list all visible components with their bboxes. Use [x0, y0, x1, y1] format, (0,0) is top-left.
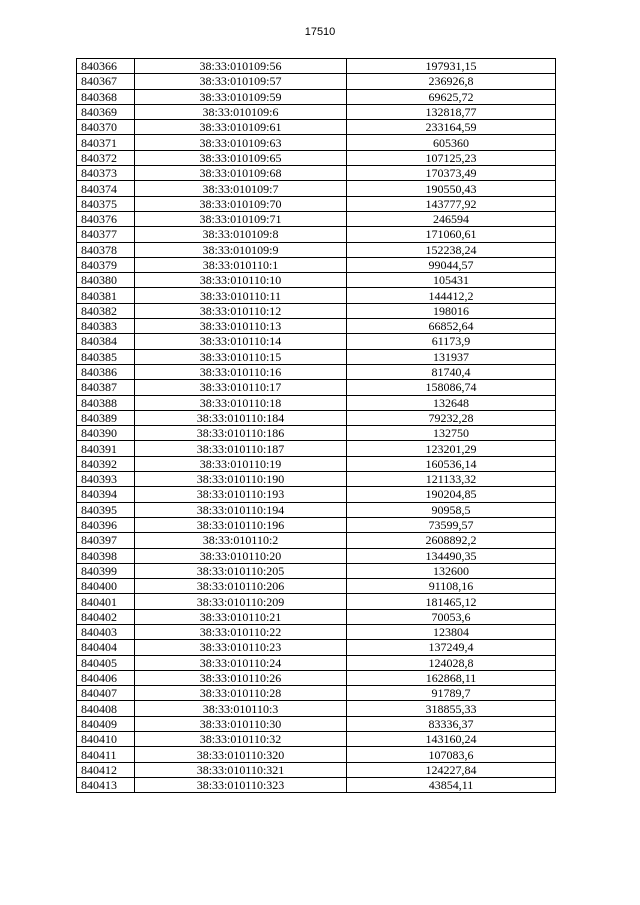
table-row: [77, 364, 556, 379]
cadastral-number-cell: 38:33:010110:30: [135, 716, 347, 731]
row-number-cell: 840412: [77, 762, 135, 777]
table-row: [77, 120, 556, 135]
table-row: [77, 594, 556, 609]
row-number-cell: 840389: [77, 410, 135, 425]
cadastral-number-cell: 38:33:010109:7: [135, 181, 347, 196]
value-cell: 124227,84: [347, 762, 556, 777]
row-number-cell: 840382: [77, 303, 135, 318]
table-row: [77, 104, 556, 119]
value-cell: 69625,72: [347, 89, 556, 104]
row-number-cell: 840391: [77, 441, 135, 456]
table-row: [77, 227, 556, 242]
value-cell: 132750: [347, 426, 556, 441]
row-number-cell: 840399: [77, 563, 135, 578]
row-number-cell: 840375: [77, 196, 135, 211]
table-row: [77, 380, 556, 395]
row-number-cell: 840387: [77, 380, 135, 395]
table-row: [77, 732, 556, 747]
cadastral-number-cell: 38:33:010110:18: [135, 395, 347, 410]
value-cell: 171060,61: [347, 227, 556, 242]
row-number-cell: 840400: [77, 579, 135, 594]
row-number-cell: 840398: [77, 548, 135, 563]
page-number: 17510: [304, 26, 336, 38]
table-row: [77, 533, 556, 548]
cadastral-number-cell: 38:33:010110:187: [135, 441, 347, 456]
value-cell: 91789,7: [347, 686, 556, 701]
row-number-cell: 840368: [77, 89, 135, 104]
row-number-cell: 840369: [77, 104, 135, 119]
table-row: [77, 426, 556, 441]
table-row: [77, 135, 556, 150]
cadastral-number-cell: 38:33:010110:196: [135, 517, 347, 532]
cadastral-number-cell: 38:33:010110:20: [135, 548, 347, 563]
table-row: [77, 319, 556, 334]
table-row: [77, 670, 556, 685]
table-row: [77, 196, 556, 211]
value-cell: 2608892,2: [347, 533, 556, 548]
table-row: [77, 89, 556, 104]
value-cell: 123804: [347, 624, 556, 639]
value-cell: 160536,14: [347, 456, 556, 471]
table-row: [77, 410, 556, 425]
cadastral-number-cell: 38:33:010110:186: [135, 426, 347, 441]
row-number-cell: 840395: [77, 502, 135, 517]
cadastral-number-cell: 38:33:010110:26: [135, 670, 347, 685]
value-cell: 605360: [347, 135, 556, 150]
value-cell: 236926,8: [347, 74, 556, 89]
cadastral-number-cell: 38:33:010110:19: [135, 456, 347, 471]
row-number-cell: 840394: [77, 487, 135, 502]
value-cell: 123201,29: [347, 441, 556, 456]
cadastral-number-cell: 38:33:010110:10: [135, 273, 347, 288]
row-number-cell: 840374: [77, 181, 135, 196]
row-number-cell: 840402: [77, 609, 135, 624]
cadastral-number-cell: 38:33:010110:323: [135, 777, 347, 792]
table-row: [77, 441, 556, 456]
cadastral-number-cell: 38:33:010110:193: [135, 487, 347, 502]
value-cell: 197931,15: [347, 59, 556, 74]
cadastral-number-cell: 38:33:010110:17: [135, 380, 347, 395]
cadastral-number-cell: 38:33:010110:12: [135, 303, 347, 318]
value-cell: 81740,4: [347, 364, 556, 379]
cadastral-number-cell: 38:33:010110:22: [135, 624, 347, 639]
cadastral-number-cell: 38:33:010110:2: [135, 533, 347, 548]
table-row: [77, 579, 556, 594]
row-number-cell: 840370: [77, 120, 135, 135]
row-number-cell: 840407: [77, 686, 135, 701]
cadastral-number-cell: 38:33:010110:28: [135, 686, 347, 701]
table-row: [77, 181, 556, 196]
row-number-cell: 840405: [77, 655, 135, 670]
row-number-cell: 840372: [77, 150, 135, 165]
row-number-cell: 840406: [77, 670, 135, 685]
table-row: [77, 517, 556, 532]
cadastral-number-cell: 38:33:010109:8: [135, 227, 347, 242]
table-row: [77, 686, 556, 701]
table-row: [77, 456, 556, 471]
row-number-cell: 840373: [77, 166, 135, 181]
row-number-cell: 840413: [77, 777, 135, 792]
row-number-cell: 840378: [77, 242, 135, 257]
cadastral-number-cell: 38:33:010109:56: [135, 59, 347, 74]
table-row: [77, 487, 556, 502]
row-number-cell: 840383: [77, 319, 135, 334]
cadastral-number-cell: 38:33:010110:16: [135, 364, 347, 379]
row-number-cell: 840388: [77, 395, 135, 410]
row-number-cell: 840371: [77, 135, 135, 150]
cadastral-number-cell: 38:33:010110:3: [135, 701, 347, 716]
cadastral-number-cell: 38:33:010110:24: [135, 655, 347, 670]
row-number-cell: 840380: [77, 273, 135, 288]
value-cell: 90958,5: [347, 502, 556, 517]
table-row: [77, 640, 556, 655]
cadastral-number-cell: 38:33:010109:68: [135, 166, 347, 181]
cadastral-number-cell: 38:33:010110:184: [135, 410, 347, 425]
row-number-cell: 840411: [77, 747, 135, 762]
table-row: [77, 242, 556, 257]
cadastral-values-table: [76, 58, 556, 793]
table-row: [77, 273, 556, 288]
value-cell: 91108,16: [347, 579, 556, 594]
value-cell: 79232,28: [347, 410, 556, 425]
row-number-cell: 840404: [77, 640, 135, 655]
cadastral-number-cell: 38:33:010109:59: [135, 89, 347, 104]
value-cell: 190550,43: [347, 181, 556, 196]
row-number-cell: 840376: [77, 211, 135, 226]
row-number-cell: 840386: [77, 364, 135, 379]
cadastral-number-cell: 38:33:010110:190: [135, 472, 347, 487]
table-row: [77, 334, 556, 349]
cadastral-number-cell: 38:33:010110:194: [135, 502, 347, 517]
value-cell: 107125,23: [347, 150, 556, 165]
value-cell: 181465,12: [347, 594, 556, 609]
value-cell: 137249,4: [347, 640, 556, 655]
row-number-cell: 840381: [77, 288, 135, 303]
cadastral-number-cell: 38:33:010110:11: [135, 288, 347, 303]
cadastral-number-cell: 38:33:010109:71: [135, 211, 347, 226]
value-cell: 198016: [347, 303, 556, 318]
table-row: [77, 762, 556, 777]
cadastral-number-cell: 38:33:010110:15: [135, 349, 347, 364]
value-cell: 233164,59: [347, 120, 556, 135]
row-number-cell: 840409: [77, 716, 135, 731]
row-number-cell: 840379: [77, 257, 135, 272]
table-row: [77, 257, 556, 272]
value-cell: 83336,37: [347, 716, 556, 731]
cadastral-number-cell: 38:33:010109:61: [135, 120, 347, 135]
table-row: [77, 472, 556, 487]
value-cell: 61173,9: [347, 334, 556, 349]
table-row: [77, 548, 556, 563]
cadastral-number-cell: 38:33:010110:23: [135, 640, 347, 655]
row-number-cell: 840392: [77, 456, 135, 471]
value-cell: 162868,11: [347, 670, 556, 685]
cadastral-number-cell: 38:33:010110:321: [135, 762, 347, 777]
table-body: [77, 59, 556, 793]
value-cell: 124028,8: [347, 655, 556, 670]
value-cell: 318855,33: [347, 701, 556, 716]
cadastral-number-cell: 38:33:010109:63: [135, 135, 347, 150]
value-cell: 99044,57: [347, 257, 556, 272]
table-row: [77, 502, 556, 517]
value-cell: 70053,6: [347, 609, 556, 624]
row-number-cell: 840393: [77, 472, 135, 487]
value-cell: 66852,64: [347, 319, 556, 334]
table-row: [77, 211, 556, 226]
row-number-cell: 840385: [77, 349, 135, 364]
row-number-cell: 840384: [77, 334, 135, 349]
row-number-cell: 840410: [77, 732, 135, 747]
value-cell: 134490,35: [347, 548, 556, 563]
value-cell: 246594: [347, 211, 556, 226]
row-number-cell: 840366: [77, 59, 135, 74]
cadastral-number-cell: 38:33:010110:320: [135, 747, 347, 762]
table-row: [77, 609, 556, 624]
value-cell: 132818,77: [347, 104, 556, 119]
value-cell: 158086,74: [347, 380, 556, 395]
row-number-cell: 840403: [77, 624, 135, 639]
row-number-cell: 840408: [77, 701, 135, 716]
table-row: [77, 349, 556, 364]
table-row: [77, 747, 556, 762]
value-cell: 170373,49: [347, 166, 556, 181]
cadastral-number-cell: 38:33:010109:70: [135, 196, 347, 211]
value-cell: 121133,32: [347, 472, 556, 487]
table-row: [77, 59, 556, 74]
table-row: [77, 166, 556, 181]
cadastral-number-cell: 38:33:010110:32: [135, 732, 347, 747]
cadastral-number-cell: 38:33:010110:206: [135, 579, 347, 594]
table-row: [77, 288, 556, 303]
table-row: [77, 716, 556, 731]
value-cell: 73599,57: [347, 517, 556, 532]
value-cell: 143777,92: [347, 196, 556, 211]
cadastral-number-cell: 38:33:010110:14: [135, 334, 347, 349]
cadastral-number-cell: 38:33:010110:13: [135, 319, 347, 334]
table-row: [77, 563, 556, 578]
table-row: [77, 701, 556, 716]
table-row: [77, 395, 556, 410]
row-number-cell: 840390: [77, 426, 135, 441]
row-number-cell: 840367: [77, 74, 135, 89]
value-cell: 43854,11: [347, 777, 556, 792]
cadastral-number-cell: 38:33:010109:9: [135, 242, 347, 257]
value-cell: 190204,85: [347, 487, 556, 502]
table-row: [77, 655, 556, 670]
value-cell: 152238,24: [347, 242, 556, 257]
value-cell: 131937: [347, 349, 556, 364]
value-cell: 132600: [347, 563, 556, 578]
value-cell: 105431: [347, 273, 556, 288]
value-cell: 144412,2: [347, 288, 556, 303]
value-cell: 107083,6: [347, 747, 556, 762]
value-cell: 143160,24: [347, 732, 556, 747]
cadastral-number-cell: 38:33:010110:21: [135, 609, 347, 624]
cadastral-number-cell: 38:33:010110:1: [135, 257, 347, 272]
table-row: [77, 777, 556, 792]
row-number-cell: 840396: [77, 517, 135, 532]
table-row: [77, 303, 556, 318]
cadastral-number-cell: 38:33:010109:65: [135, 150, 347, 165]
row-number-cell: 840397: [77, 533, 135, 548]
table-row: [77, 74, 556, 89]
cadastral-number-cell: 38:33:010109:6: [135, 104, 347, 119]
cadastral-number-cell: 38:33:010110:209: [135, 594, 347, 609]
table-row: [77, 624, 556, 639]
cadastral-number-cell: 38:33:010110:205: [135, 563, 347, 578]
cadastral-number-cell: 38:33:010109:57: [135, 74, 347, 89]
row-number-cell: 840401: [77, 594, 135, 609]
row-number-cell: 840377: [77, 227, 135, 242]
value-cell: 132648: [347, 395, 556, 410]
table-row: [77, 150, 556, 165]
